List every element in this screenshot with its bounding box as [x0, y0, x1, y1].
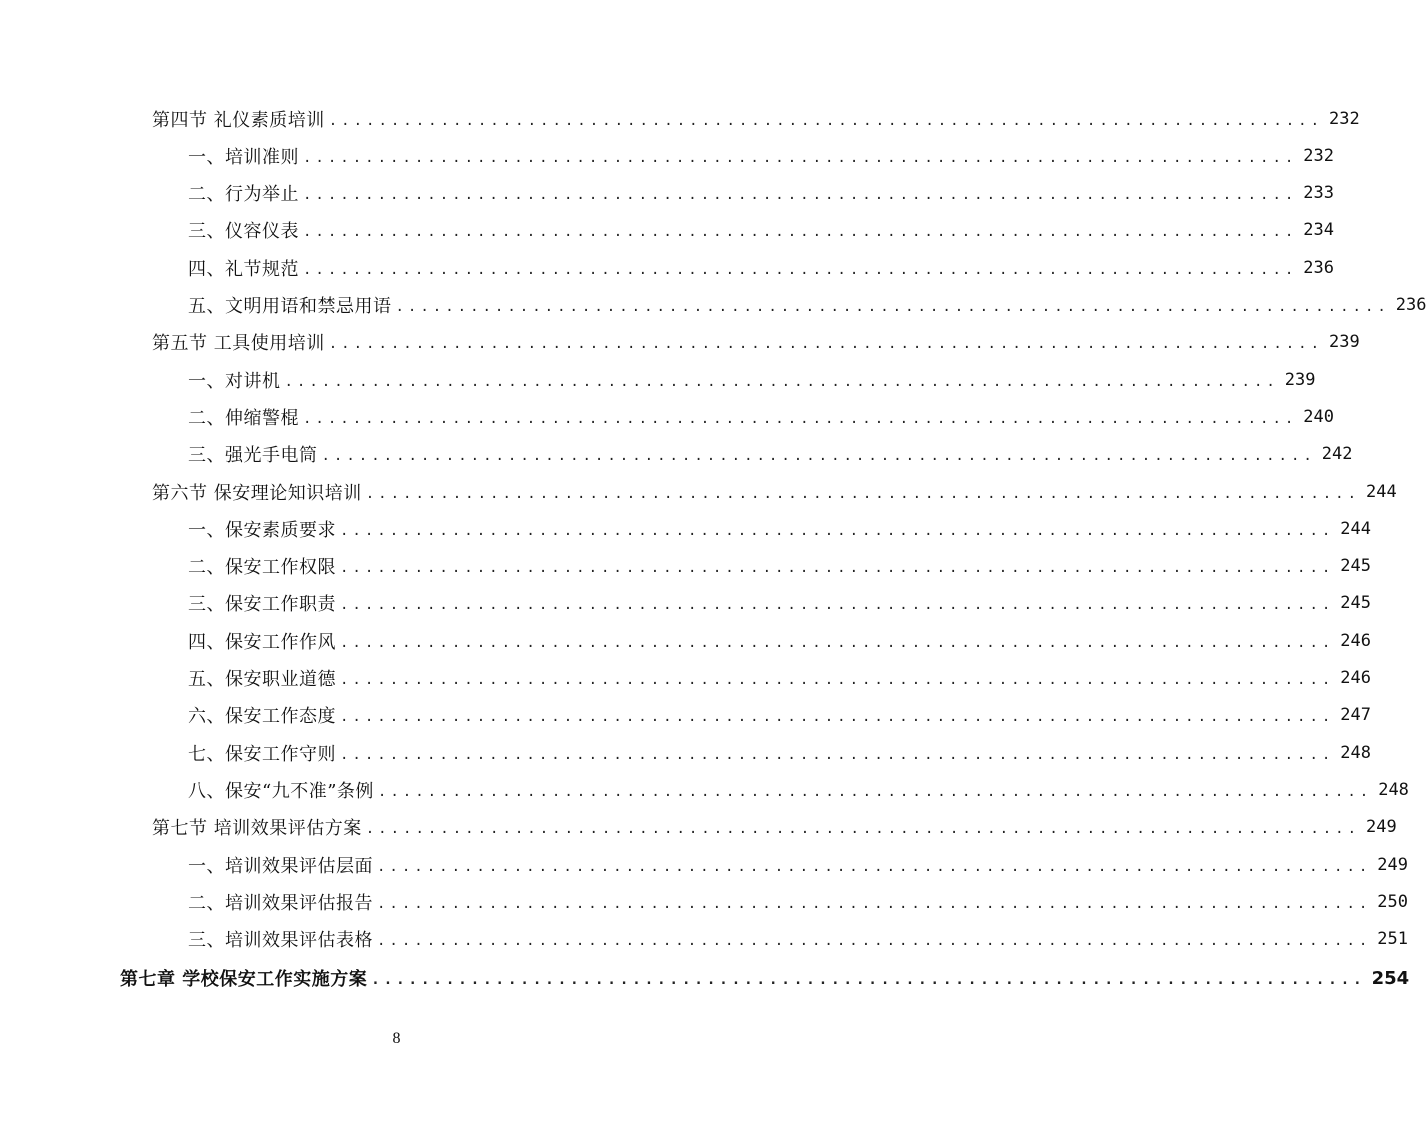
toc-entry-title: 第五节 工具使用培训 [152, 333, 325, 355]
dot-leader: ................................................................................ [365, 485, 1361, 502]
dot-leader: ................................................................................ [365, 821, 1361, 838]
dot-leader: ................................................................................ [284, 373, 1279, 390]
dot-leader: ................................................................................ [340, 672, 1335, 688]
toc-entry-page: 251 [1377, 929, 1409, 950]
dot-leader: ................................................................................ [395, 299, 1390, 315]
dot-leader: ................................................................................ [340, 746, 1335, 763]
dot-leader: ................................................................................ [371, 972, 1366, 989]
toc-entry-title: 二、行为举止 [188, 184, 299, 206]
toc-entry-section[interactable] [152, 324, 1360, 361]
toc-entry-title: 八、保安“九不准”条例 [188, 780, 374, 802]
toc-entry-title: 六、保安工作态度 [188, 706, 336, 728]
toc-entry-item[interactable] [188, 622, 1372, 659]
toc-entry-page: 232 [1303, 145, 1335, 166]
toc-entry-title: 五、文明用语和禁忌用语 [188, 296, 392, 317]
toc-entry-page: 244 [1340, 518, 1372, 539]
toc-entry-item[interactable] [188, 361, 1316, 398]
dot-leader: ................................................................................ [377, 895, 1372, 912]
dot-leader: ................................................................................ [340, 597, 1335, 614]
toc-entry-item[interactable] [188, 510, 1372, 547]
toc-entry-page: 248 [1378, 779, 1409, 800]
toc-entry-title: 七、保安工作守则 [188, 743, 336, 765]
toc-entry-title: 三、保安工作职责 [188, 594, 336, 616]
toc-entry-item[interactable] [188, 287, 1427, 324]
dot-leader: ................................................................................ [303, 149, 1298, 166]
dot-leader: ................................................................................ [328, 112, 1324, 129]
toc-entry-title: 二、保安工作权限 [188, 557, 336, 579]
toc-entry-item[interactable] [188, 436, 1353, 473]
toc-entry-title: 一、保安素质要求 [188, 519, 336, 541]
toc-entry-page: 236 [1303, 257, 1335, 278]
toc-entry-item[interactable] [188, 137, 1335, 174]
toc-entry-item[interactable] [188, 883, 1409, 920]
toc-entry-page: 232 [1329, 108, 1360, 129]
toc-entry-title: 一、培训准则 [188, 146, 299, 168]
toc-entry-title: 三、仪容仪表 [188, 221, 299, 243]
dot-leader: ................................................................................ [340, 522, 1335, 539]
dot-leader: ................................................................................ [303, 187, 1298, 204]
dot-leader: ................................................................................ [328, 336, 1324, 353]
toc-entry-title: 第七节 培训效果评估方案 [152, 818, 362, 840]
toc-entry-title: 一、培训效果评估层面 [188, 855, 373, 877]
toc-entry-item[interactable] [188, 175, 1335, 212]
toc-entry-item[interactable] [188, 398, 1335, 435]
toc-entry-title: 第七章 学校保安工作实施方案 [120, 969, 368, 991]
toc-entry-page: 244 [1366, 481, 1397, 502]
toc-entry-page: 242 [1321, 444, 1353, 465]
dot-leader: ................................................................................ [340, 560, 1335, 577]
dot-leader: ................................................................................ [340, 709, 1335, 726]
toc-entry-title: 五、保安职业道德 [188, 669, 336, 690]
toc-entry-page: 239 [1329, 332, 1360, 353]
toc-entry-title: 三、培训效果评估表格 [188, 930, 373, 952]
toc-entry-item[interactable] [188, 585, 1372, 622]
toc-entry-title: 二、伸缩警棍 [188, 407, 299, 429]
toc-entry-item[interactable] [188, 212, 1335, 249]
dot-leader: ................................................................................ [303, 261, 1298, 278]
dot-leader: ................................................................................ [377, 858, 1372, 875]
toc-entry-section[interactable] [152, 473, 1397, 510]
dot-leader: ................................................................................ [321, 448, 1316, 465]
toc-entry-page: 246 [1340, 630, 1372, 651]
toc-entry-page: 249 [1377, 854, 1409, 875]
toc-entry-item[interactable] [188, 548, 1372, 585]
toc-entry-section[interactable] [152, 100, 1360, 137]
toc-entry-item[interactable] [188, 660, 1372, 697]
toc-entry-item[interactable] [188, 249, 1335, 286]
toc-entry-page: 246 [1340, 668, 1372, 688]
toc-entry-page: 245 [1340, 556, 1372, 577]
toc-entry-page: 247 [1340, 705, 1372, 726]
toc-entry-page: 240 [1303, 406, 1335, 427]
page-number: 8 [392, 1030, 401, 1047]
toc-entry-title: 二、培训效果评估报告 [188, 892, 373, 914]
toc-entry-title: 一、对讲机 [188, 370, 281, 392]
toc-entry-page: 245 [1340, 593, 1372, 614]
toc-entry-title: 第六节 保安理论知识培训 [152, 482, 362, 504]
toc-entry-page: 250 [1377, 891, 1409, 912]
toc-entry-item[interactable] [188, 921, 1409, 958]
toc-entry-page: 254 [1371, 967, 1410, 989]
toc-entry-item[interactable] [188, 734, 1372, 771]
toc-entry-title: 三、强光手电筒 [188, 445, 318, 467]
toc-entry-title: 第四节 礼仪素质培训 [152, 109, 325, 131]
dot-leader: ................................................................................ [340, 634, 1335, 651]
toc-entry-item[interactable] [188, 771, 1409, 808]
toc-entry-page: 249 [1366, 817, 1397, 838]
dot-leader: ................................................................................ [303, 410, 1298, 427]
toc-entry-page: 234 [1303, 220, 1335, 241]
toc-entry-item[interactable] [188, 697, 1372, 734]
toc-entry-page: 239 [1284, 369, 1316, 390]
toc-entry-page: 236 [1395, 295, 1427, 315]
toc-entry-item[interactable] [188, 846, 1409, 883]
toc-entry-page: 233 [1303, 183, 1335, 204]
dot-leader: ................................................................................ [377, 783, 1373, 800]
dot-leader: ................................................................................ [377, 933, 1372, 950]
dot-leader: ................................................................................ [303, 224, 1298, 241]
toc-entry-chapter[interactable] [120, 960, 1410, 997]
toc-entry-page: 248 [1340, 742, 1372, 763]
toc-entry-title: 四、礼节规范 [188, 258, 299, 280]
toc-entry-section[interactable] [152, 809, 1397, 846]
toc-entry-title: 四、保安工作作风 [188, 631, 336, 653]
